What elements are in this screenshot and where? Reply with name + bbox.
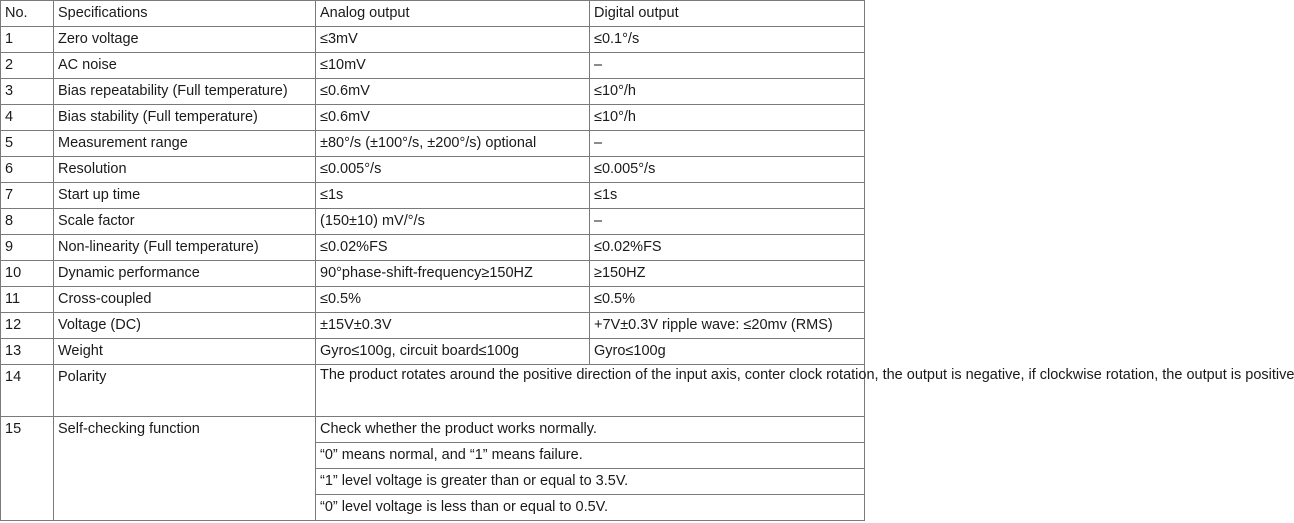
table-row bbox=[1, 261, 865, 287]
table-row bbox=[1, 287, 865, 313]
row-specification: Cross-coupled bbox=[54, 287, 316, 313]
row-number: 6 bbox=[1, 157, 54, 183]
row-analog-value: ≤1s bbox=[316, 183, 590, 209]
self-check-line: “1” level voltage is greater than or equal to 3.5V. bbox=[316, 469, 865, 495]
row-specification: Self-checking function bbox=[54, 417, 316, 521]
row-number: 14 bbox=[1, 365, 54, 417]
row-specification: Weight bbox=[54, 339, 316, 365]
row-specification: Scale factor bbox=[54, 209, 316, 235]
row-number: 2 bbox=[1, 53, 54, 79]
row-number: 3 bbox=[1, 79, 54, 105]
row-digital-value: +7V±0.3V ripple wave: ≤20mv (RMS) bbox=[590, 313, 865, 339]
row-analog-value: ±15V±0.3V bbox=[316, 313, 590, 339]
row-digital-value: Gyro≤100g bbox=[590, 339, 865, 365]
row-number: 4 bbox=[1, 105, 54, 131]
self-check-row bbox=[1, 417, 865, 443]
row-specification: Measurement range bbox=[54, 131, 316, 157]
row-specification: AC noise bbox=[54, 53, 316, 79]
header-digital-output: Digital output bbox=[590, 1, 865, 27]
self-check-line: Check whether the product works normally. bbox=[316, 417, 865, 443]
table-row bbox=[1, 27, 865, 53]
row-digital-value: – bbox=[590, 209, 865, 235]
row-specification: Start up time bbox=[54, 183, 316, 209]
row-number: 15 bbox=[1, 417, 54, 521]
row-analog-value: Gyro≤100g, circuit board≤100g bbox=[316, 339, 590, 365]
table-row bbox=[1, 157, 865, 183]
row-analog-value: ≤10mV bbox=[316, 53, 590, 79]
table-row bbox=[1, 209, 865, 235]
polarity-description: The product rotates around the positive direction of the input axis, conter clock rotation, the output is negative, if clockwise rotation, the output is positive bbox=[316, 365, 865, 417]
row-number: 5 bbox=[1, 131, 54, 157]
row-number: 11 bbox=[1, 287, 54, 313]
row-specification: Polarity bbox=[54, 365, 316, 417]
polarity-row bbox=[1, 365, 865, 417]
row-digital-value: ≤0.1°/s bbox=[590, 27, 865, 53]
row-specification: Bias stability (Full temperature) bbox=[54, 105, 316, 131]
header-row bbox=[1, 1, 865, 27]
row-specification: Voltage (DC) bbox=[54, 313, 316, 339]
table-row bbox=[1, 313, 865, 339]
row-digital-value: ≤0.02%FS bbox=[590, 235, 865, 261]
row-digital-value: – bbox=[590, 131, 865, 157]
row-analog-value: ≤0.005°/s bbox=[316, 157, 590, 183]
self-check-line: “0” level voltage is less than or equal to 0.5V. bbox=[316, 495, 865, 521]
self-check-line: “0” means normal, and “1” means failure. bbox=[316, 443, 865, 469]
row-specification: Resolution bbox=[54, 157, 316, 183]
row-digital-value: ≤1s bbox=[590, 183, 865, 209]
row-analog-value: ≤0.5% bbox=[316, 287, 590, 313]
table-row bbox=[1, 53, 865, 79]
row-analog-value: (150±10) mV/°/s bbox=[316, 209, 590, 235]
row-number: 10 bbox=[1, 261, 54, 287]
row-specification: Non-linearity (Full temperature) bbox=[54, 235, 316, 261]
row-specification: Zero voltage bbox=[54, 27, 316, 53]
table-row bbox=[1, 131, 865, 157]
row-digital-value: – bbox=[590, 53, 865, 79]
row-specification: Dynamic performance bbox=[54, 261, 316, 287]
row-analog-value: ≤0.6mV bbox=[316, 105, 590, 131]
row-number: 8 bbox=[1, 209, 54, 235]
row-analog-value: ±80°/s (±100°/s, ±200°/s) optional bbox=[316, 131, 590, 157]
row-analog-value: ≤0.6mV bbox=[316, 79, 590, 105]
table-row bbox=[1, 235, 865, 261]
row-number: 7 bbox=[1, 183, 54, 209]
row-digital-value: ≥150HZ bbox=[590, 261, 865, 287]
header-no: No. bbox=[1, 1, 54, 27]
row-analog-value: ≤0.02%FS bbox=[316, 235, 590, 261]
row-number: 13 bbox=[1, 339, 54, 365]
header-analog-output: Analog output bbox=[316, 1, 590, 27]
row-analog-value: ≤3mV bbox=[316, 27, 590, 53]
row-number: 1 bbox=[1, 27, 54, 53]
row-digital-value: ≤0.5% bbox=[590, 287, 865, 313]
row-digital-value: ≤0.005°/s bbox=[590, 157, 865, 183]
table-row bbox=[1, 339, 865, 365]
table-row bbox=[1, 183, 865, 209]
row-digital-value: ≤10°/h bbox=[590, 105, 865, 131]
row-digital-value: ≤10°/h bbox=[590, 79, 865, 105]
row-number: 9 bbox=[1, 235, 54, 261]
row-analog-value: 90°phase-shift-frequency≥150HZ bbox=[316, 261, 590, 287]
row-specification: Bias repeatability (Full temperature) bbox=[54, 79, 316, 105]
table-row bbox=[1, 79, 865, 105]
row-number: 12 bbox=[1, 313, 54, 339]
table-row bbox=[1, 105, 865, 131]
header-specifications: Specifications bbox=[54, 1, 316, 27]
